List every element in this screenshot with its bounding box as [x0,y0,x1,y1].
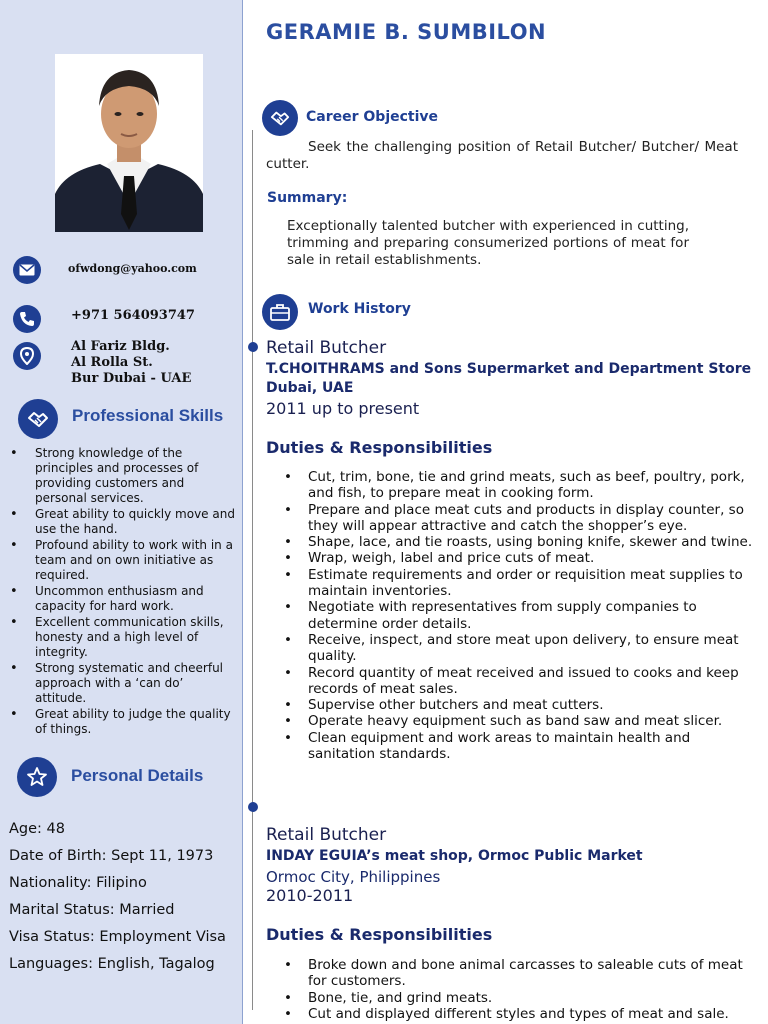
briefcase-icon [262,294,298,330]
list-item: • Prepare and place meat cuts and products in display counter, so they will appear attractive and catch the shopper’s eye. [284,502,754,535]
list-item: • Profound ability to work with in a team and on own initiative as required. [10,538,238,583]
skills-list [10,446,238,738]
detail-age: Age: 48 [9,821,65,837]
list-item: • Great ability to quickly move and use the hand. [10,507,238,537]
list-item: • Negotiate with representatives from supply companies to determine order details. [284,599,754,632]
detail-visa-status: Visa Status: Employment Visa [9,929,226,945]
address-block [71,339,191,387]
candidate-name: GERAMIE B. SUMBILON [266,20,547,44]
duties-heading: Duties & Responsibilities [266,438,493,457]
list-item: • Clean equipment and work areas to maintain health and sanitation standards. [284,730,754,763]
list-item: • Broke down and bone animal carcasses to saleable cuts of meat for customers. [284,957,754,990]
location-pin-icon [13,342,41,370]
job-title: Retail Butcher [266,825,387,845]
person-photo-illustration [55,54,203,232]
list-item: • Strong systematic and cheerful approach with a ‘can do’ attitude. [10,661,238,706]
details-heading: Personal Details [71,766,204,785]
detail-nationality: Nationality: Filipino [9,875,147,891]
work-history-heading: Work History [308,301,411,317]
list-item: • Record quantity of meat received and issued to cooks and keep records of meat sales. [284,665,754,698]
timeline-dot [248,802,258,812]
duties-list [284,957,754,1022]
skills-heading: Professional Skills [72,406,224,425]
address-line: Bur Dubai - UAE [71,371,192,386]
timeline-dot [248,342,258,352]
list-item: • Shape, lace, and tie roasts, using boning knife, skewer and twine. [284,534,754,550]
email-text: ofwdong@yahoo.com [68,262,197,275]
list-item: • Operate heavy equipment such as band saw and meat slicer. [284,713,754,729]
list-item: • Estimate requirements and order or requisition meat supplies to maintain inventories. [284,567,754,600]
list-item: • Cut, trim, bone, tie and grind meats, such as beef, poultry, pork, and fish, to prepare meat in cooking form. [284,469,754,502]
summary-text: Exceptionally talented butcher with experienced in cutting, trimming and preparing consumerized portions of meat for sale in retail establishments. [287,218,689,268]
profile-photo [55,54,203,232]
list-item: • Receive, inspect, and store meat upon delivery, to ensure meat quality. [284,632,754,665]
address-line: Al Fariz Bldg. [71,339,170,354]
handshake-icon [18,399,58,439]
list-item: • Bone, tie, and grind meats. [284,990,754,1006]
list-item: • Supervise other butchers and meat cutters. [284,697,754,713]
job-location: Ormoc City, Philippines [266,868,441,886]
career-objective-heading: Career Objective [306,109,439,125]
summary-heading: Summary: [267,190,348,206]
list-item: • Wrap, weigh, label and price cuts of meat. [284,550,754,566]
list-item: • Great ability to judge the quality of things. [10,707,238,737]
personal-details [9,819,241,981]
detail-languages: Languages: English, Tagalog [9,956,215,972]
handshake-icon [262,100,298,136]
job-company: INDAY EGUIA’s meat shop, Ormoc Public Market [266,848,643,864]
list-item: • Uncommon enthusiasm and capacity for hard work. [10,584,238,614]
list-item: • Cut and displayed different styles and types of meat and sale. [284,1006,754,1022]
duties-heading: Duties & Responsibilities [266,925,493,944]
phone-text: +971 564093747 [71,308,195,323]
detail-dob: Date of Birth: Sept 11, 1973 [9,848,214,864]
sidebar [0,0,243,1024]
job-years: 2011 up to present [266,399,420,418]
job-title: Retail Butcher [266,338,387,358]
badge-icon [17,757,57,797]
timeline-line [252,130,253,1010]
address-line: Al Rolla St. [71,355,153,370]
detail-marital-status: Marital Status: Married [9,902,175,918]
job-location: Dubai, UAE [266,380,354,396]
envelope-icon [13,256,41,284]
list-item: • Strong knowledge of the principles and processes of providing customers and personal services. [10,446,238,506]
list-item: • Excellent communication skills, honesty and a high level of integrity. [10,615,238,660]
job-company: T.CHOITHRAMS and Sons Supermarket and Department Store [266,361,752,377]
job-years: 2010-2011 [266,886,354,905]
career-objective-text: Seek the challenging position of Retail Butcher/ Butcher/ Meat cutter. [266,139,738,172]
duties-list [284,469,754,762]
phone-icon [13,305,41,333]
